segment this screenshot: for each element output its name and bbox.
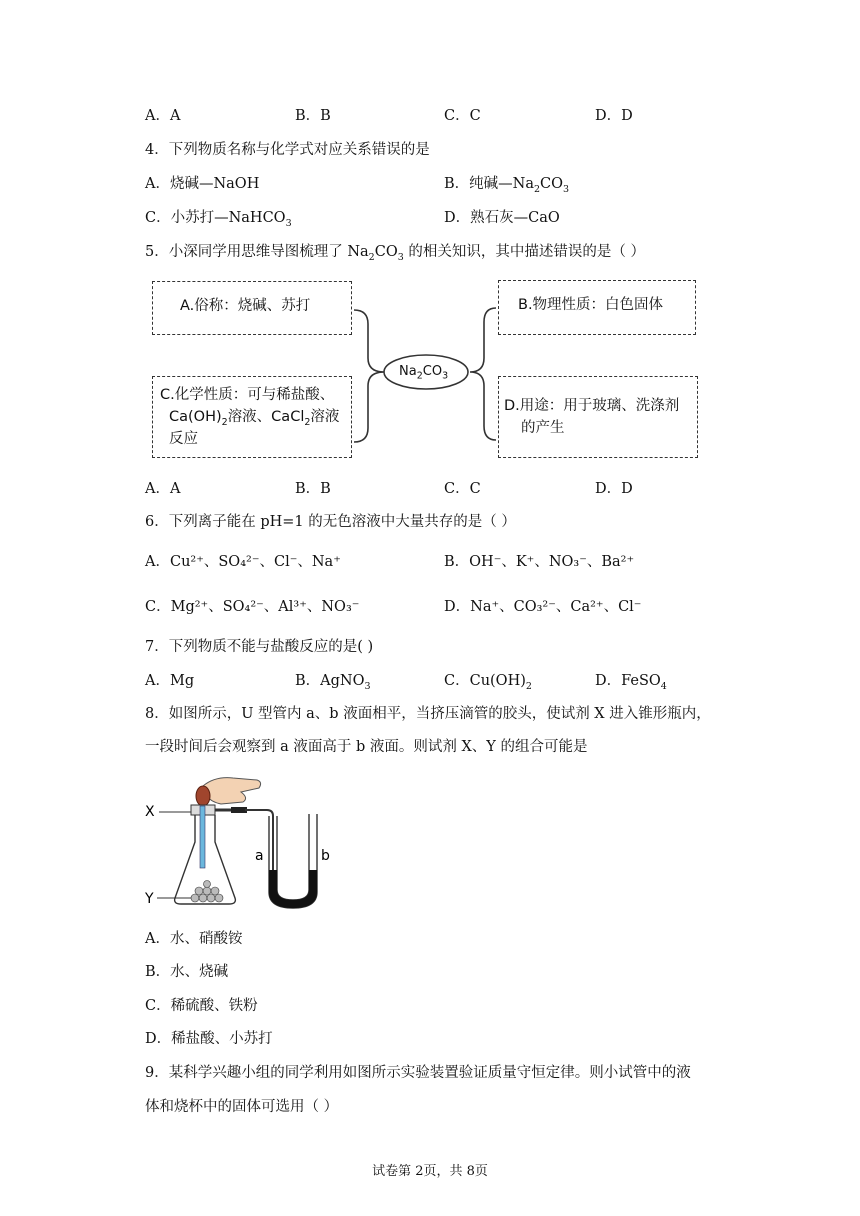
q8-stem-line2: 一段时间后会观察到 a 液面高于 b 液面。则试剂 X、Y 的组合可能是	[145, 739, 588, 755]
q7-option-d: D．FeSO$_4$	[595, 673, 667, 692]
box-d-line2: 的产生	[521, 420, 565, 436]
center-node-text: $Na_2CO_3$	[399, 364, 449, 382]
q5-option-d: D．D	[595, 481, 633, 497]
q7-option-a: A．Mg	[145, 673, 195, 689]
q6-option-a: A．Cu²⁺、SO₄²⁻、Cl⁻、Na⁺	[145, 554, 341, 570]
q5-option-c: C．C	[444, 481, 481, 497]
q8-stem-line1: 8．如图所示，U 型管内 a、b 液面相平，当挤压滴管的胶头，使试剂 X 进入锥形瓶内，	[145, 706, 711, 722]
q4-option-a: A．烧碱—NaOH	[145, 176, 260, 192]
page-footer: 试卷第 2页，共 8页	[372, 1164, 488, 1179]
q7-option-b: B．AgNO$_3$	[295, 673, 371, 692]
box-b-text: B.物理性质：白色固体	[518, 297, 664, 313]
box-c-line1: C.化学性质：可与稀盐酸、	[160, 387, 335, 403]
mind-map-box-d	[498, 376, 698, 458]
box-c-line2: $Ca(OH)_2$溶液、CaCl$_2$溶液	[169, 409, 340, 428]
q8-option-a: A．水、硝酸铵	[145, 931, 243, 947]
q5-stem: 5．小深同学用思维导图梳理了 $Na_2CO_3$ 的相关知识，其中描述错误的是（ ）	[145, 244, 645, 263]
q8-option-b: B．水、烧碱	[145, 964, 229, 980]
box-a-text: A.俗称：烧碱、苏打	[180, 298, 311, 314]
u-tube-apparatus-figure	[145, 772, 345, 914]
q6-option-d: D．Na⁺、CO₃²⁻、Ca²⁺、Cl⁻	[444, 599, 642, 615]
q7-option-c: C．$Cu(OH)_2$	[444, 673, 532, 692]
q4-option-c: C．小苏打—NaHCO$_3$	[145, 210, 292, 229]
q6-stem: 6．下列离子能在 pH=1 的无色溶液中大量共存的是（ ）	[145, 514, 516, 530]
box-c-line3: 反应	[169, 431, 198, 447]
label-a: a	[255, 848, 264, 864]
box-d-line1: D.用途：用于玻璃、洗涤剂	[504, 398, 680, 414]
q3-option-d: D．D	[595, 108, 633, 124]
q5-option-b: B．B	[295, 481, 331, 497]
q5-option-a: A．A	[145, 481, 181, 497]
hand	[203, 778, 261, 804]
q8-option-c: C．稀硫酸、铁粉	[145, 998, 258, 1014]
label-b: b	[321, 848, 330, 864]
q3-option-b: B．B	[295, 108, 331, 124]
q6-option-b: B．OH⁻、K⁺、NO₃⁻、Ba²⁺	[444, 554, 635, 570]
q4-stem: 4．下列物质名称与化学式对应关系错误的是	[145, 142, 430, 158]
q3-option-a: A．A	[145, 108, 181, 124]
q4-option-b: B．纯碱$—Na_2CO_3$	[444, 176, 570, 195]
label-x: X	[145, 804, 155, 820]
q8-option-d: D．稀盐酸、小苏打	[145, 1031, 273, 1047]
q9-stem-line1: 9．某科学兴趣小组的同学利用如图所示实验装置验证质量守恒定律。则小试管中的液	[145, 1065, 691, 1081]
q3-option-c: C．C	[444, 108, 481, 124]
q4-option-d: D．熟石灰—CaO	[444, 210, 560, 226]
q9-stem-line2: 体和烧杯中的固体可选用（ ）	[145, 1099, 339, 1115]
label-y: Y	[145, 891, 154, 907]
q6-option-c: C．Mg²⁺、SO₄²⁻、Al³⁺、NO₃⁻	[145, 599, 360, 615]
q7-stem: 7．下列物质不能与盐酸反应的是( )	[145, 639, 374, 655]
dropper-bulb	[196, 786, 210, 806]
